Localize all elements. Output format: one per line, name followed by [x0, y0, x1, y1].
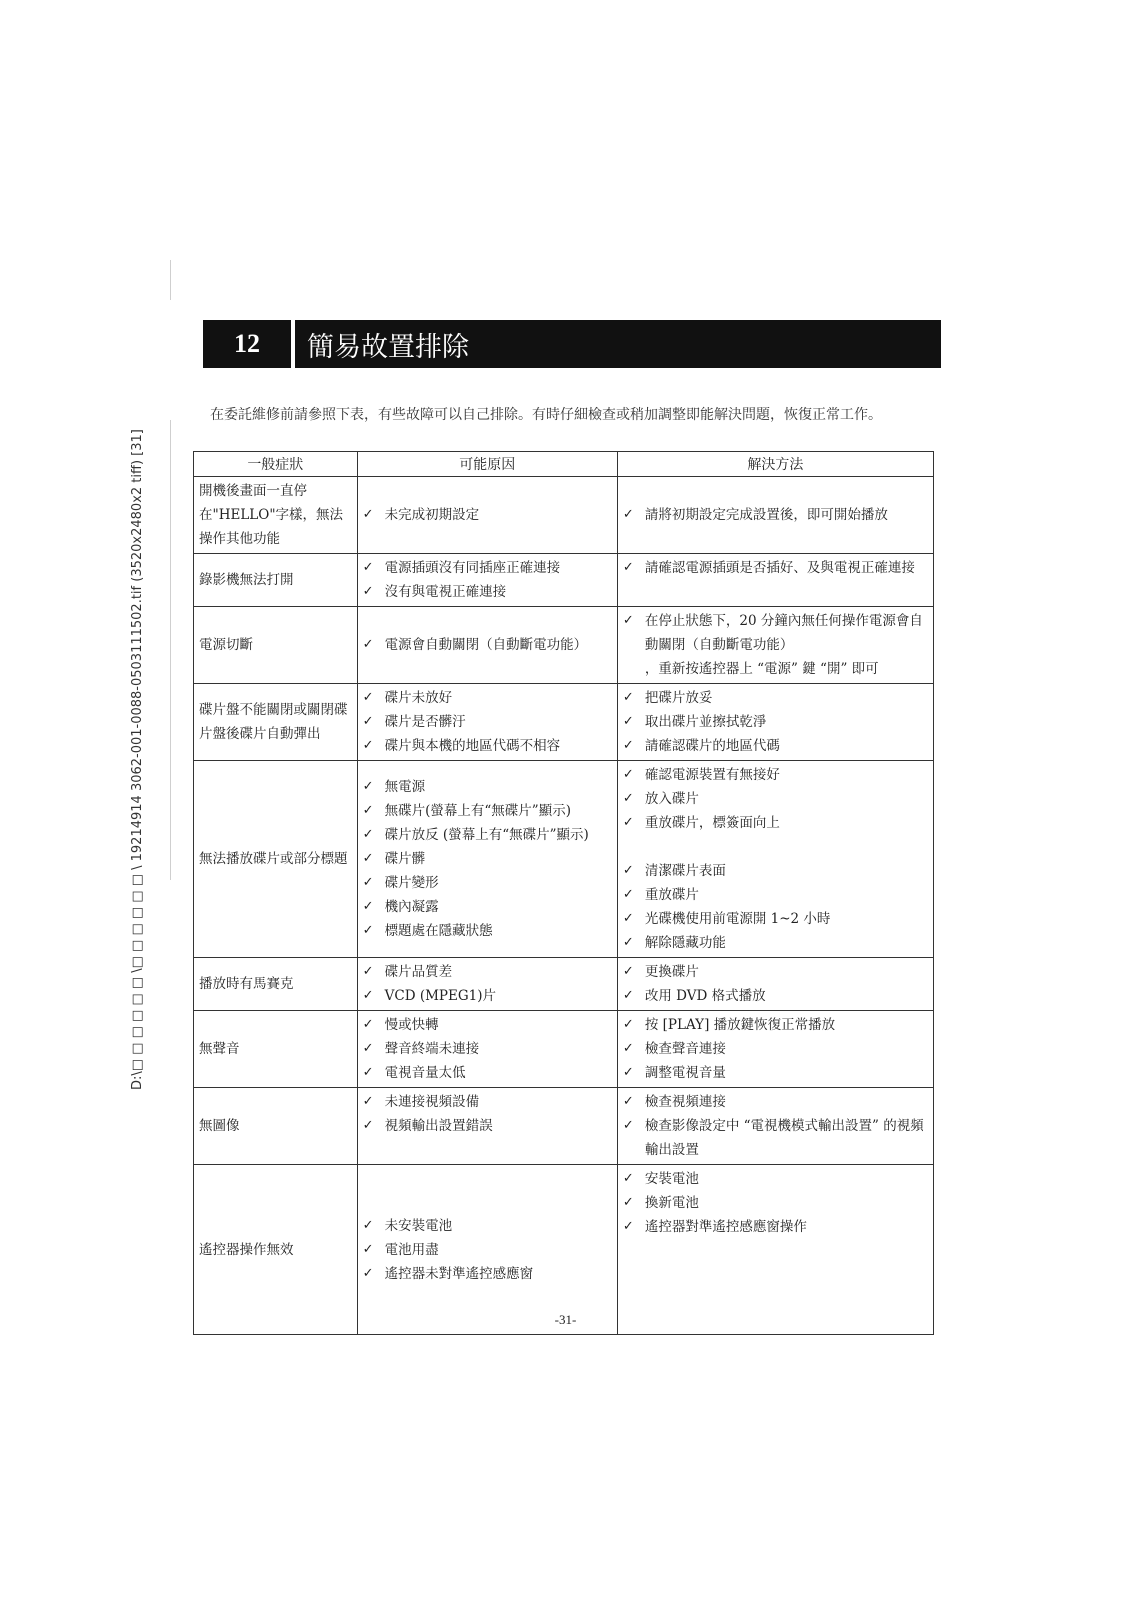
- cause-item: [363, 710, 612, 734]
- cause-item: [363, 960, 612, 984]
- symptom-text: 無聲音: [199, 1041, 240, 1057]
- solution-text: 請確認電源插頭是否插好、及與電視正確連接: [644, 560, 915, 576]
- cause-item: [363, 1214, 612, 1238]
- solution-text: 更換碟片: [644, 964, 699, 980]
- symptom-cell: [194, 684, 358, 761]
- cause-cell: [357, 761, 617, 958]
- cause-text: 未完成初期設定: [384, 507, 480, 523]
- check-icon: ✓: [362, 560, 374, 575]
- cause-item: [363, 1013, 612, 1037]
- solution-item: [623, 1013, 928, 1037]
- cause-item: [363, 503, 612, 527]
- solution-item: [623, 734, 928, 758]
- cause-item: [363, 734, 612, 758]
- solution-text: 請將初期設定完成設置後，即可開始播放: [644, 507, 888, 523]
- check-icon: ✓: [622, 1017, 634, 1032]
- solution-text: 按 [PLAY] 播放鍵恢復正常播放: [644, 1017, 836, 1033]
- solution-text: 請確認碟片的地區代碼: [644, 738, 780, 754]
- check-icon: ✓: [622, 791, 634, 806]
- solution-item: [623, 1061, 928, 1085]
- cause-text: 沒有與電視正確連接: [384, 584, 507, 600]
- symptom-cell: [194, 1165, 358, 1335]
- header-solution: 解決方法: [617, 452, 933, 477]
- table-row: [194, 477, 934, 554]
- symptom-cell: [194, 1011, 358, 1088]
- check-icon: ✓: [622, 507, 634, 522]
- solution-item: [623, 763, 928, 787]
- solution-text: 放入碟片: [644, 791, 699, 807]
- cause-item: [363, 633, 612, 657]
- table-row: [194, 1088, 934, 1165]
- cause-text: 電視音量太低: [384, 1065, 466, 1081]
- solution-item: [623, 984, 928, 1008]
- check-icon: ✓: [362, 1041, 374, 1056]
- symptom-text: 錄影機無法打開: [199, 572, 294, 588]
- cause-item: [363, 895, 612, 919]
- check-icon: ✓: [362, 779, 374, 794]
- check-icon: ✓: [622, 1118, 634, 1133]
- check-icon: ✓: [362, 923, 374, 938]
- solution-text: 在停止狀態下，20 分鐘內無任何操作電源會自動關閉（自動斷電功能）: [644, 613, 923, 653]
- cause-text: 碟片變形: [384, 875, 439, 891]
- cause-text: 電源會自動關閉（自動斷電功能）: [384, 637, 588, 653]
- solution-text: 光碟機使用前電源開 1~2 小時: [644, 911, 831, 927]
- cause-text: 電源插頭沒有同插座正確連接: [384, 560, 561, 576]
- solution-text: 安裝電池: [644, 1171, 699, 1187]
- symptom-text: 播放時有馬賽克: [199, 976, 294, 992]
- symptom-cell: [194, 607, 358, 684]
- check-icon: ✓: [362, 851, 374, 866]
- check-icon: ✓: [622, 690, 634, 705]
- check-icon: ✓: [362, 1118, 374, 1133]
- check-icon: ✓: [362, 964, 374, 979]
- cause-text: 慢或快轉: [384, 1017, 439, 1033]
- cause-item: [363, 1114, 612, 1138]
- solution-item: [623, 609, 928, 657]
- check-icon: ✓: [622, 815, 634, 830]
- solution-note: [623, 657, 928, 681]
- page-number: -31-: [554, 1312, 577, 1327]
- solution-item: [623, 1037, 928, 1061]
- solution-item: [623, 1191, 928, 1215]
- symptom-text: 碟片盤不能關閉或關閉碟片盤後碟片自動彈出: [199, 702, 348, 742]
- solution-item: [623, 556, 928, 580]
- check-icon: ✓: [362, 1241, 374, 1257]
- cause-cell: [357, 1165, 617, 1335]
- check-icon: ✓: [622, 1171, 634, 1186]
- check-icon: ✓: [362, 584, 374, 599]
- solution-item: [623, 883, 928, 907]
- solution-cell: [617, 554, 933, 607]
- solution-cell: [617, 1165, 933, 1335]
- solution-cell: [617, 684, 933, 761]
- cause-cell: [357, 684, 617, 761]
- cause-cell: [357, 1088, 617, 1165]
- check-icon: ✓: [622, 964, 634, 979]
- check-icon: ✓: [622, 887, 634, 902]
- check-icon: ✓: [362, 690, 374, 705]
- header-cause: 可能原因: [357, 452, 617, 477]
- solution-item: [623, 1090, 928, 1114]
- solution-cell: [617, 607, 933, 684]
- check-icon: ✓: [362, 507, 374, 522]
- check-icon: ✓: [622, 767, 634, 782]
- cause-text: 碟片髒: [384, 851, 426, 867]
- check-icon: ✓: [622, 714, 634, 729]
- troubleshooting-table: [193, 451, 934, 1335]
- check-icon: ✓: [362, 637, 374, 652]
- check-icon: ✓: [362, 1017, 374, 1032]
- check-icon: ✓: [362, 827, 374, 842]
- cause-item: [363, 556, 612, 580]
- solution-item: [623, 1167, 928, 1191]
- table-row: [194, 1165, 934, 1335]
- solution-text: 重放碟片: [644, 887, 699, 903]
- check-icon: ✓: [362, 988, 374, 1003]
- check-icon: ✓: [362, 1094, 374, 1109]
- symptom-text: 無圖像: [199, 1118, 240, 1134]
- cause-item: [363, 775, 612, 799]
- check-icon: ✓: [362, 875, 374, 890]
- cause-item: [363, 580, 612, 604]
- solution-text: 調整電視音量: [644, 1065, 726, 1081]
- symptom-cell: [194, 554, 358, 607]
- check-icon: ✓: [622, 738, 634, 753]
- table-row: [194, 761, 934, 958]
- table-header-row: [194, 452, 934, 477]
- solution-text: 清潔碟片表面: [644, 863, 726, 879]
- solution-text: 換新電池: [644, 1195, 699, 1211]
- cause-text: 未安裝電池: [384, 1217, 453, 1234]
- cause-text: 碟片品質差: [384, 964, 453, 980]
- cause-text: 標題處在隱藏狀態: [384, 923, 493, 939]
- section-number: 12: [234, 329, 260, 358]
- symptom-text: 電源切斷: [199, 637, 253, 653]
- check-icon: ✓: [622, 935, 634, 950]
- cause-cell: [357, 477, 617, 554]
- solution-text: 遙控器對準遙控感應窗操作: [644, 1219, 807, 1235]
- solution-item: [623, 503, 928, 527]
- cause-text: 碟片與本機的地區代碼不相容: [384, 738, 561, 754]
- cause-text: VCD (MPEG1)片: [384, 988, 497, 1004]
- cause-item: [363, 1061, 612, 1085]
- check-icon: ✓: [622, 1195, 634, 1210]
- check-icon: ✓: [362, 803, 374, 818]
- symptom-text: 開機後畫面一直停在"HELLO"字樣，無法操作其他功能: [199, 483, 344, 547]
- section-title: 簡易故置排除: [307, 331, 469, 363]
- cause-text: 無電源: [384, 779, 426, 795]
- check-icon: ✓: [622, 1219, 634, 1234]
- table-row: [194, 684, 934, 761]
- table-row: [194, 607, 934, 684]
- check-icon: ✓: [362, 1065, 374, 1080]
- check-icon: ✓: [362, 1265, 374, 1281]
- cause-item: [363, 823, 612, 847]
- solution-text: 取出碟片並擦拭乾淨: [644, 714, 767, 730]
- solution-text: 檢查聲音連接: [644, 1041, 726, 1057]
- solution-item: [623, 907, 928, 931]
- symptom-cell: [194, 1088, 358, 1165]
- check-icon: ✓: [622, 1041, 634, 1056]
- check-icon: ✓: [622, 613, 634, 628]
- solution-item: [623, 931, 928, 955]
- check-icon: ✓: [622, 988, 634, 1003]
- cause-text: 無碟片(螢幕上有“無碟片”顯示): [384, 803, 571, 819]
- symptom-cell: [194, 477, 358, 554]
- cause-text: 碟片未放好: [384, 690, 453, 706]
- cause-text: 碟片是否髒汙: [384, 714, 466, 730]
- solution-note-text: ，重新按遙控器上 “電源” 鍵 “開” 即可: [644, 661, 879, 677]
- table-row: [194, 958, 934, 1011]
- check-icon: ✓: [622, 1065, 634, 1080]
- check-icon: ✓: [362, 899, 374, 914]
- cause-text: 聲音終端未連接: [384, 1041, 480, 1057]
- solution-item: [623, 787, 928, 811]
- solution-item: [623, 1114, 928, 1162]
- symptom-cell: [194, 958, 358, 1011]
- cause-item: [363, 799, 612, 823]
- solution-cell: [617, 1011, 933, 1088]
- solution-cell: [617, 761, 933, 958]
- solution-item: [623, 960, 928, 984]
- solution-text: 確認電源裝置有無接好: [644, 767, 780, 783]
- cause-cell: [357, 554, 617, 607]
- solution-item: [623, 859, 928, 883]
- margin-line: [170, 260, 171, 300]
- cause-item: [363, 984, 612, 1008]
- cause-item: [363, 847, 612, 871]
- cause-item: [363, 686, 612, 710]
- check-icon: ✓: [362, 738, 374, 753]
- cause-text: 電池用盡: [384, 1241, 439, 1258]
- section-header: [203, 320, 941, 368]
- solution-item: [623, 811, 928, 835]
- cause-text: 未連接視頻設備: [384, 1094, 480, 1110]
- cause-cell: [357, 958, 617, 1011]
- solution-text: 重放碟片，標簽面向上: [644, 815, 780, 831]
- cause-text: 碟片放反 (螢幕上有“無碟片”顯示): [384, 827, 589, 843]
- solution-text: 把碟片放妥: [644, 690, 713, 706]
- cause-text: 遙控器未對準遙控感應窗: [384, 1265, 534, 1282]
- solution-text: 改用 DVD 格式播放: [644, 988, 766, 1004]
- solution-item: [623, 686, 928, 710]
- solution-cell: [617, 958, 933, 1011]
- cause-text: 機內凝露: [384, 899, 439, 915]
- cause-item: [363, 1037, 612, 1061]
- solution-cell: [617, 1088, 933, 1165]
- cause-item: [363, 871, 612, 895]
- check-icon: ✓: [622, 863, 634, 878]
- scan-file-label: D:\□ □ □ □ □ □ \□ □ □ □ □ □ \ 19214914 3062-001-0088-0503111502.tif (3520x2480x2 tiff) [31]: [130, 429, 145, 1090]
- check-icon: ✓: [622, 560, 634, 575]
- symptom-cell: [194, 761, 358, 958]
- solution-cell: [617, 477, 933, 554]
- symptom-text: 無法播放碟片或部分標題: [199, 851, 348, 867]
- cause-text: 視頻輸出設置錯誤: [384, 1118, 493, 1134]
- solution-text: 檢查影像設定中 “電視機模式輸出設置” 的視頻輸出設置: [644, 1118, 924, 1158]
- solution-text: 解除隱藏功能: [644, 935, 726, 951]
- cause-item: [363, 1090, 612, 1114]
- check-icon: ✓: [622, 1094, 634, 1109]
- table-row: [194, 554, 934, 607]
- symptom-text: 遙控器操作無效: [199, 1241, 294, 1258]
- cause-item: [363, 1262, 612, 1286]
- cause-cell: [357, 1011, 617, 1088]
- check-icon: ✓: [362, 1217, 374, 1233]
- header-symptom: 一般症狀: [194, 452, 358, 477]
- table-row: [194, 1011, 934, 1088]
- margin-line: [170, 420, 171, 880]
- check-icon: ✓: [362, 714, 374, 729]
- solution-item: [623, 710, 928, 734]
- intro-text: 在委託維修前請參照下表，有些故障可以自己排除。有時仔細檢查或稍加調整即能解決問題，恢復正常工作。: [210, 407, 882, 423]
- check-icon: ✓: [622, 911, 634, 926]
- solution-item: [623, 1215, 928, 1239]
- spacer: [623, 835, 928, 859]
- cause-cell: [357, 607, 617, 684]
- solution-text: 檢查視頻連接: [644, 1094, 726, 1110]
- cause-item: [363, 919, 612, 943]
- cause-item: [363, 1238, 612, 1262]
